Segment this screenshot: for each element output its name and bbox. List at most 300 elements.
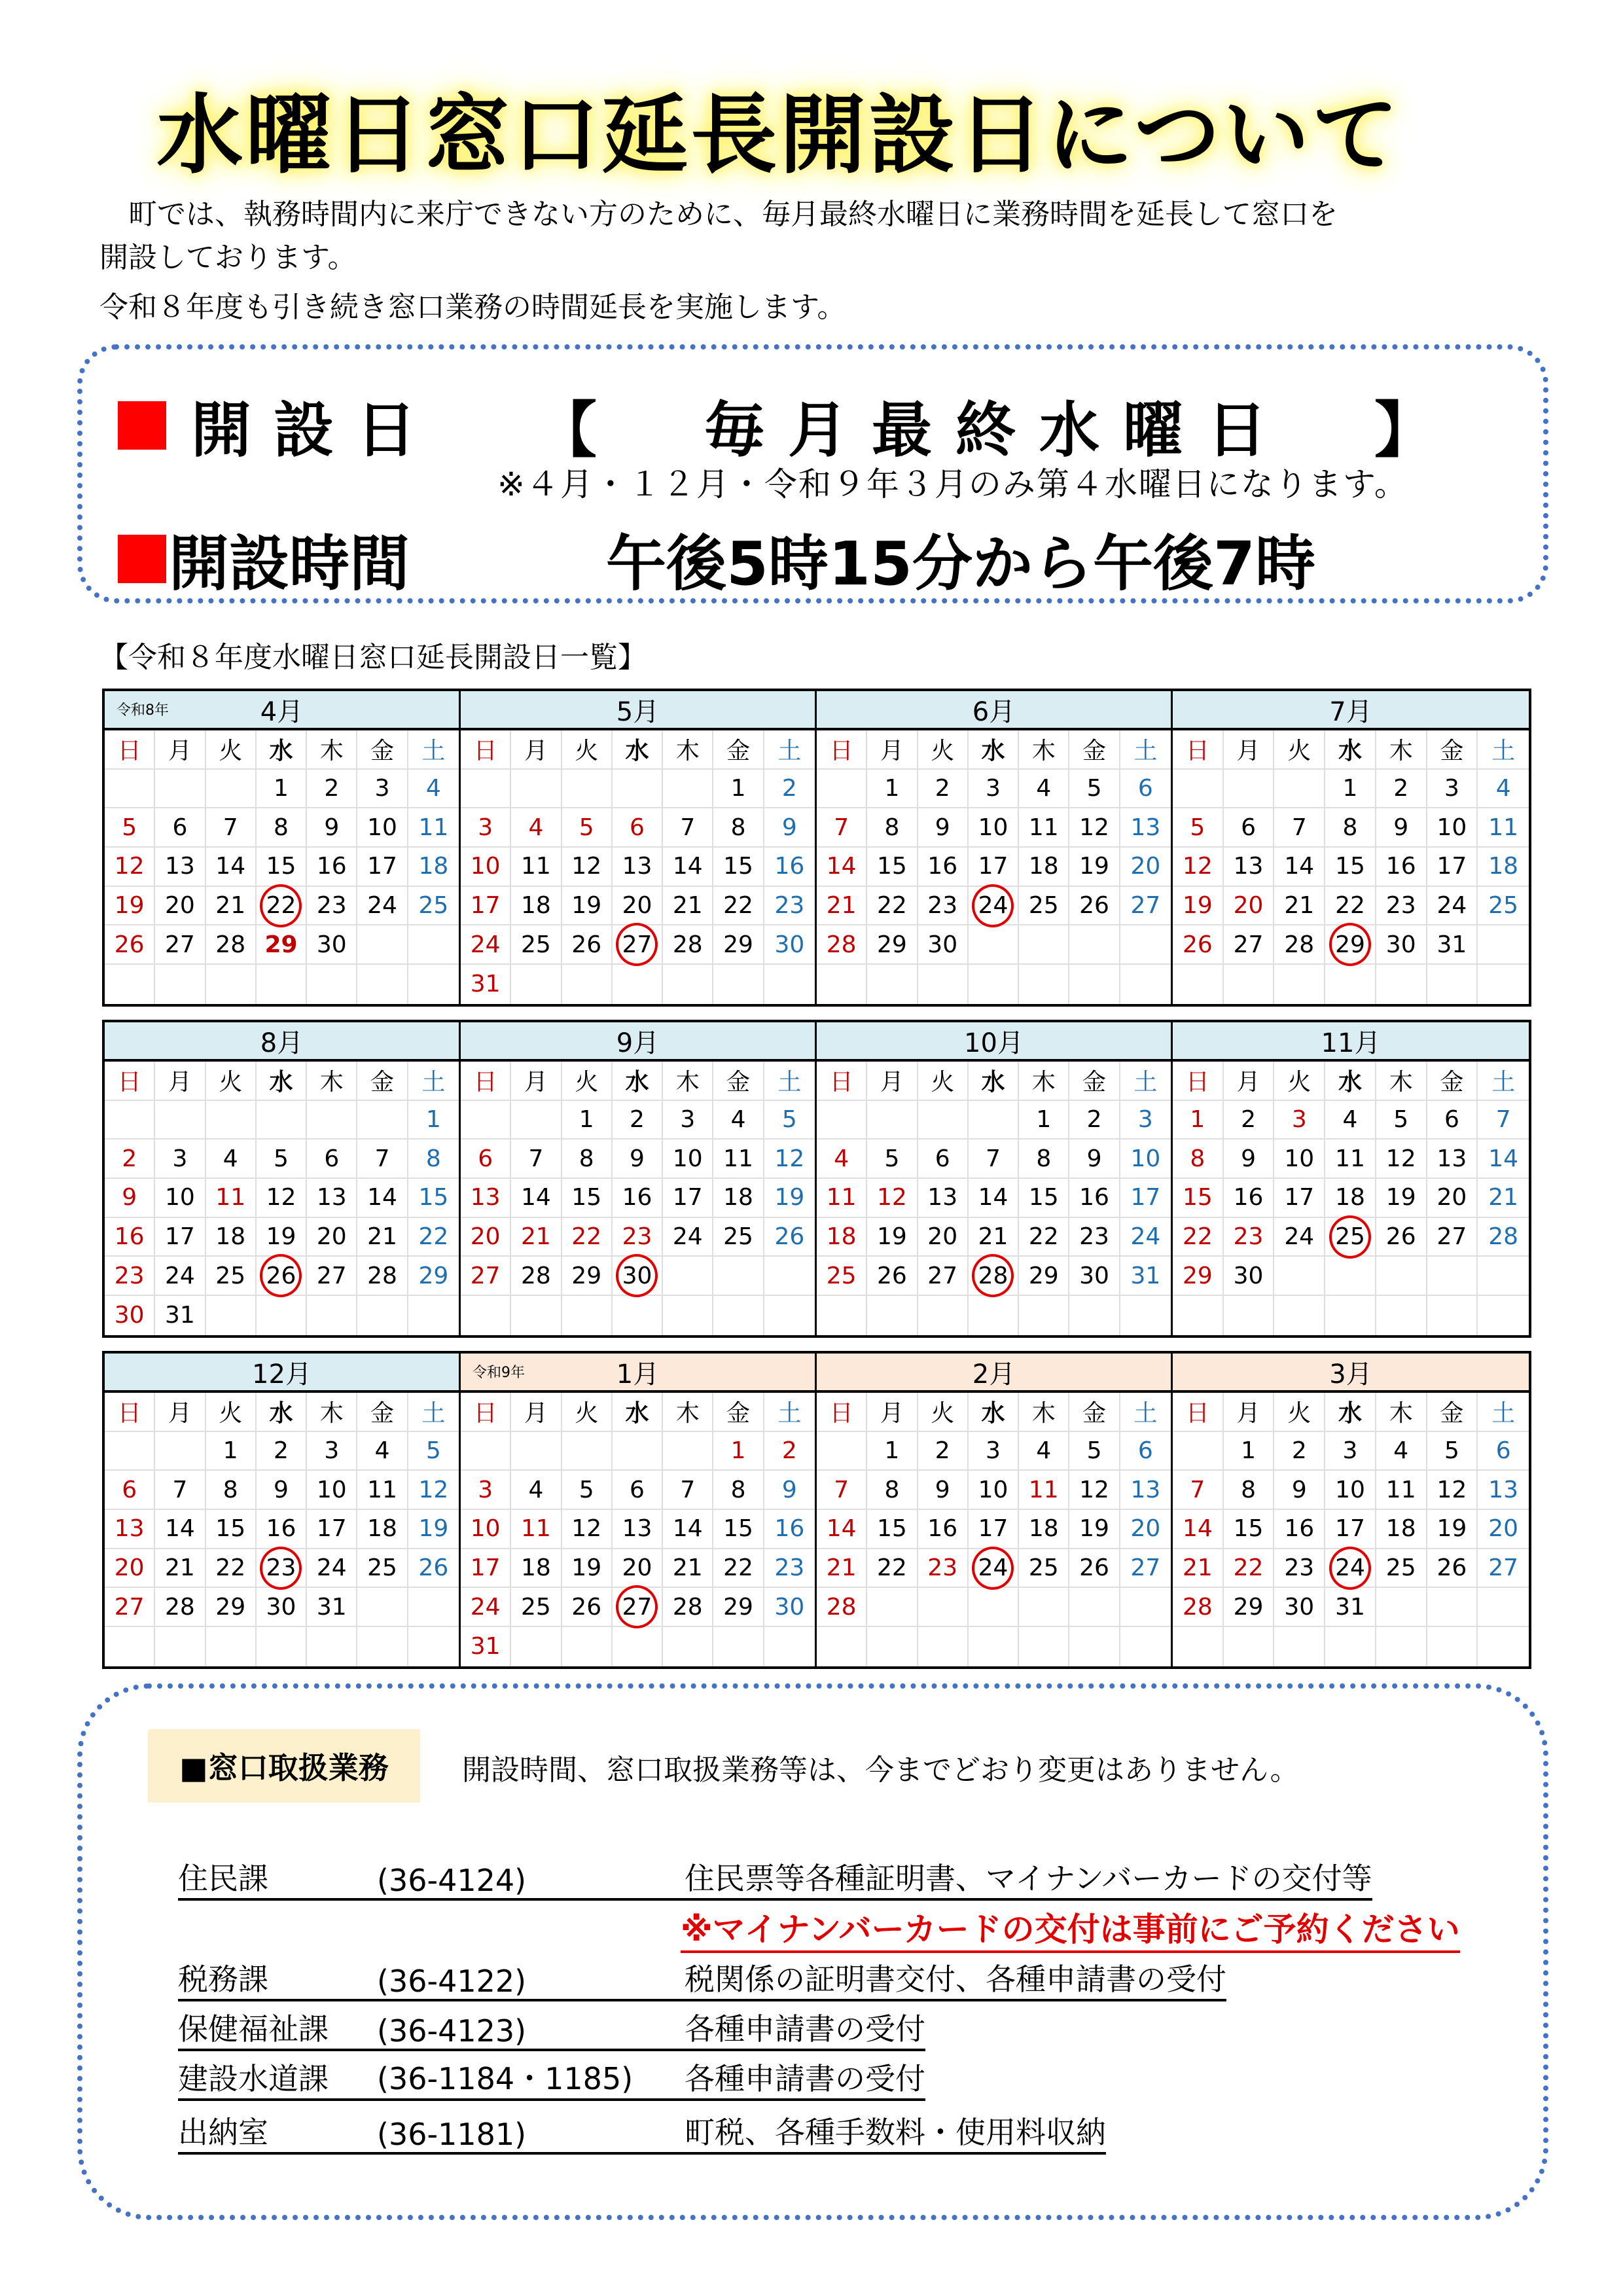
- weekday-header: 日: [461, 1062, 511, 1101]
- desk-services-badge: ■窓口取扱業務: [148, 1729, 420, 1803]
- day-cell: 2: [613, 1101, 663, 1140]
- day-cell: 18: [408, 848, 459, 887]
- weekday-header: 日: [105, 730, 155, 770]
- day-cell: 3: [357, 770, 408, 809]
- month-grid: [1173, 730, 1529, 1004]
- weekday-header: 日: [105, 1062, 155, 1101]
- empty-cell: [357, 965, 408, 1004]
- day-cell: 30: [1274, 1588, 1325, 1627]
- empty-cell: [613, 770, 663, 809]
- day-cell: 15: [1224, 1510, 1275, 1549]
- month-grid: [105, 1062, 459, 1335]
- day-cell: 17: [969, 848, 1019, 887]
- day-cell: 1: [408, 1101, 459, 1140]
- weekday-header: 火: [206, 730, 257, 770]
- department-services: 住民票等各種証明書、マイナンバーカードの交付等: [685, 1861, 1372, 1896]
- empty-cell: [1120, 925, 1171, 965]
- day-cell: 4: [1019, 1432, 1069, 1471]
- day-cell: 20: [1478, 1510, 1529, 1549]
- day-cell: 7: [817, 808, 867, 848]
- weekday-header: 木: [1019, 730, 1069, 770]
- day-cell: 22: [1019, 1218, 1069, 1257]
- day-cell: 18: [817, 1218, 867, 1257]
- day-cell: 19: [408, 1510, 459, 1549]
- day-cell: 28: [817, 925, 867, 965]
- day-cell: 19: [1069, 848, 1120, 887]
- day-cell: 17: [461, 1549, 511, 1588]
- empty-cell: [307, 1101, 357, 1140]
- department-services: 各種申請書の受付: [685, 2011, 925, 2047]
- day-cell: 21: [1173, 1549, 1224, 1588]
- empty-cell: [1376, 1588, 1427, 1627]
- empty-cell: [105, 1432, 155, 1471]
- empty-cell: [461, 1296, 511, 1335]
- month-grid: [817, 1393, 1171, 1666]
- day-cell: 23: [918, 1549, 969, 1588]
- empty-cell: [408, 1627, 459, 1666]
- day-cell: 10: [357, 808, 408, 848]
- month-grid: [1173, 1062, 1529, 1335]
- day-cell: 15: [713, 1510, 764, 1549]
- extended-open-day: 23: [257, 1549, 307, 1588]
- empty-cell: [663, 1296, 713, 1335]
- day-cell: 5: [408, 1432, 459, 1471]
- day-cell: 2: [764, 770, 815, 809]
- weekday-header: 土: [1120, 730, 1171, 770]
- day-cell: 25: [713, 1218, 764, 1257]
- weekday-header: 木: [1376, 1393, 1427, 1432]
- era-year-label: 令和9年: [473, 1365, 525, 1381]
- day-cell: 8: [1325, 808, 1376, 848]
- empty-cell: [867, 1296, 918, 1335]
- day-cell: 21: [511, 1218, 562, 1257]
- month-grid: [461, 730, 815, 1004]
- weekday-header: 水: [1325, 730, 1376, 770]
- month-calendar: [1173, 691, 1529, 1004]
- day-cell: 4: [408, 770, 459, 809]
- day-cell: 4: [817, 1139, 867, 1179]
- empty-cell: [1478, 965, 1529, 1004]
- day-cell: 30: [307, 925, 357, 965]
- day-cell: 30: [1376, 925, 1427, 965]
- day-cell: 21: [1274, 887, 1325, 926]
- extended-open-day: 26: [257, 1257, 307, 1296]
- day-cell: 14: [817, 848, 867, 887]
- weekday-header: 土: [1478, 730, 1529, 770]
- month-header: [105, 1022, 459, 1062]
- day-cell: 22: [206, 1549, 257, 1588]
- day-cell: 8: [206, 1471, 257, 1510]
- day-cell: 31: [1120, 1257, 1171, 1296]
- empty-cell: [1224, 965, 1275, 1004]
- weekday-header: 木: [1019, 1062, 1069, 1101]
- empty-cell: [918, 1588, 969, 1627]
- day-cell: 4: [713, 1101, 764, 1140]
- weekday-header: 土: [764, 1393, 815, 1432]
- extended-open-day: 27: [613, 925, 663, 965]
- weekday-header: 水: [1325, 1062, 1376, 1101]
- empty-cell: [817, 770, 867, 809]
- empty-cell: [357, 1101, 408, 1140]
- day-cell: 4: [511, 808, 562, 848]
- empty-cell: [918, 1627, 969, 1666]
- empty-cell: [461, 770, 511, 809]
- empty-cell: [1224, 770, 1275, 809]
- empty-cell: [155, 965, 205, 1004]
- day-cell: 30: [1224, 1257, 1275, 1296]
- day-cell: 20: [1224, 887, 1275, 926]
- month-header: [1173, 1022, 1529, 1062]
- month-grid: [817, 1062, 1171, 1335]
- day-cell: 5: [1376, 1101, 1427, 1140]
- day-cell: 13: [1224, 848, 1275, 887]
- empty-cell: [663, 1432, 713, 1471]
- day-cell: 15: [257, 848, 307, 887]
- day-cell: 7: [1173, 1471, 1224, 1510]
- empty-cell: [1019, 965, 1069, 1004]
- day-cell: 30: [1069, 1257, 1120, 1296]
- weekday-header: 土: [1478, 1393, 1529, 1432]
- day-cell: 31: [461, 965, 511, 1004]
- day-cell: 15: [408, 1179, 459, 1218]
- empty-cell: [562, 1296, 613, 1335]
- day-cell: 31: [307, 1588, 357, 1627]
- weekday-header: 金: [357, 1062, 408, 1101]
- empty-cell: [1274, 1627, 1325, 1666]
- day-cell: 29: [713, 925, 764, 965]
- day-cell: 15: [867, 848, 918, 887]
- empty-cell: [1173, 770, 1224, 809]
- day-cell: 23: [1069, 1218, 1120, 1257]
- day-cell: 31: [1427, 925, 1478, 965]
- weekday-header: 金: [1069, 730, 1120, 770]
- day-cell: 7: [969, 1139, 1019, 1179]
- day-cell: 25: [1478, 887, 1529, 926]
- day-cell: 12: [562, 848, 613, 887]
- day-cell: 16: [307, 848, 357, 887]
- day-cell: 1: [867, 770, 918, 809]
- empty-cell: [867, 1627, 918, 1666]
- day-cell: 15: [1019, 1179, 1069, 1218]
- empty-cell: [1173, 1296, 1224, 1335]
- day-cell: 24: [461, 925, 511, 965]
- day-cell: 15: [562, 1179, 613, 1218]
- empty-cell: [969, 1101, 1019, 1140]
- day-cell: 13: [1478, 1471, 1529, 1510]
- weekday-header: 木: [307, 1062, 357, 1101]
- weekday-header: 水: [969, 1393, 1019, 1432]
- department-row: [178, 2056, 925, 2101]
- day-cell: 24: [663, 1218, 713, 1257]
- day-cell: 28: [155, 1588, 205, 1627]
- day-cell: 28: [817, 1588, 867, 1627]
- day-cell: 27: [155, 925, 205, 965]
- day-cell: 5: [1427, 1432, 1478, 1471]
- day-cell: 22: [408, 1218, 459, 1257]
- empty-cell: [969, 1627, 1019, 1666]
- day-cell: 20: [461, 1218, 511, 1257]
- weekday-header: 火: [918, 730, 969, 770]
- empty-cell: [562, 965, 613, 1004]
- day-cell: 28: [1274, 925, 1325, 965]
- day-cell: 31: [1325, 1588, 1376, 1627]
- day-cell: 29: [206, 1588, 257, 1627]
- day-cell: 19: [257, 1218, 307, 1257]
- empty-cell: [817, 1101, 867, 1140]
- day-cell: 17: [1274, 1179, 1325, 1218]
- weekday-header: 日: [105, 1393, 155, 1432]
- empty-cell: [1173, 1432, 1224, 1471]
- day-cell: 6: [1478, 1432, 1529, 1471]
- empty-cell: [1325, 965, 1376, 1004]
- empty-cell: [969, 925, 1019, 965]
- empty-cell: [1274, 1257, 1325, 1296]
- day-cell: 19: [562, 887, 613, 926]
- day-cell: 24: [1427, 887, 1478, 926]
- day-cell: 28: [663, 1588, 713, 1627]
- day-cell: 2: [105, 1139, 155, 1179]
- day-cell: 14: [663, 848, 713, 887]
- empty-cell: [257, 1101, 307, 1140]
- weekday-header: 金: [713, 730, 764, 770]
- empty-cell: [663, 1257, 713, 1296]
- day-cell: 22: [713, 1549, 764, 1588]
- empty-cell: [257, 1296, 307, 1335]
- day-cell: 10: [969, 808, 1019, 848]
- month-label: 8月: [260, 1028, 304, 1058]
- day-cell: 27: [1224, 925, 1275, 965]
- day-cell: 9: [105, 1179, 155, 1218]
- empty-cell: [511, 1432, 562, 1471]
- day-cell: 3: [155, 1139, 205, 1179]
- day-cell: 12: [562, 1510, 613, 1549]
- empty-cell: [1019, 1627, 1069, 1666]
- weekday-header: 月: [1224, 1062, 1275, 1101]
- day-cell: 2: [1376, 770, 1427, 809]
- day-cell: 26: [1173, 925, 1224, 965]
- empty-cell: [1376, 1627, 1427, 1666]
- day-cell: 13: [155, 848, 205, 887]
- day-cell: 16: [764, 848, 815, 887]
- day-cell: 18: [1478, 848, 1529, 887]
- day-cell: 11: [408, 808, 459, 848]
- department-row: [178, 2110, 1106, 2155]
- empty-cell: [257, 965, 307, 1004]
- day-cell: 2: [307, 770, 357, 809]
- weekday-header: 土: [1120, 1393, 1171, 1432]
- empty-cell: [764, 1257, 815, 1296]
- day-cell: 19: [867, 1218, 918, 1257]
- day-cell: 2: [764, 1432, 815, 1471]
- month-calendar: [105, 691, 461, 1004]
- day-cell: 11: [1019, 1471, 1069, 1510]
- day-cell: 14: [155, 1510, 205, 1549]
- day-cell: 10: [1427, 808, 1478, 848]
- day-cell: 21: [155, 1549, 205, 1588]
- opening-day-value: 【 毎月最終水曜日 】: [537, 395, 1459, 465]
- weekday-header: 木: [307, 1393, 357, 1432]
- day-cell: 3: [1325, 1432, 1376, 1471]
- month-label: 4月: [260, 696, 304, 727]
- day-cell: 26: [867, 1257, 918, 1296]
- intro-line-2: 開設しております。: [99, 241, 357, 274]
- day-cell: 16: [1069, 1179, 1120, 1218]
- day-cell: 12: [1376, 1139, 1427, 1179]
- day-cell: 11: [1019, 808, 1069, 848]
- weekday-header: 月: [1224, 1393, 1275, 1432]
- extended-open-day: 30: [613, 1257, 663, 1296]
- day-cell: 6: [613, 808, 663, 848]
- day-cell: 14: [357, 1179, 408, 1218]
- weekday-header: 土: [408, 1062, 459, 1101]
- month-calendar: [461, 1354, 817, 1666]
- day-cell: 3: [461, 808, 511, 848]
- day-cell: 2: [257, 1432, 307, 1471]
- weekday-header: 火: [562, 1393, 613, 1432]
- opening-time-label: 開設時間: [169, 529, 410, 599]
- empty-cell: [1325, 1257, 1376, 1296]
- empty-cell: [1019, 1588, 1069, 1627]
- weekday-header: 月: [867, 1062, 918, 1101]
- intro-line-3: 令和８年度も引き続き窓口業務の時間延長を実施します。: [99, 291, 846, 324]
- day-cell: 1: [257, 770, 307, 809]
- empty-cell: [918, 1296, 969, 1335]
- day-cell: 21: [206, 887, 257, 926]
- day-cell: 18: [1325, 1179, 1376, 1218]
- empty-cell: [155, 1627, 205, 1666]
- empty-cell: [613, 1432, 663, 1471]
- day-cell: 29: [867, 925, 918, 965]
- day-cell: 1: [206, 1432, 257, 1471]
- day-cell: 9: [918, 1471, 969, 1510]
- empty-cell: [357, 925, 408, 965]
- day-cell: 11: [817, 1179, 867, 1218]
- weekday-header: 水: [969, 730, 1019, 770]
- opening-time-row: [118, 516, 1315, 602]
- weekday-header: 水: [257, 1393, 307, 1432]
- empty-cell: [969, 1296, 1019, 1335]
- day-cell: 23: [105, 1257, 155, 1296]
- day-cell: 17: [969, 1510, 1019, 1549]
- month-calendar: [1173, 1354, 1529, 1666]
- day-cell: 16: [918, 1510, 969, 1549]
- empty-cell: [817, 1296, 867, 1335]
- day-cell: 9: [764, 1471, 815, 1510]
- month-header: [105, 1354, 459, 1393]
- empty-cell: [1376, 965, 1427, 1004]
- day-cell: 24: [357, 887, 408, 926]
- day-cell: 8: [1019, 1139, 1069, 1179]
- day-cell: 9: [257, 1471, 307, 1510]
- empty-cell: [867, 1101, 918, 1140]
- day-cell: 11: [206, 1179, 257, 1218]
- weekday-header: 月: [867, 1393, 918, 1432]
- day-cell: 8: [1173, 1139, 1224, 1179]
- day-cell: 28: [206, 925, 257, 965]
- month-grid: [461, 1062, 815, 1335]
- empty-cell: [511, 1296, 562, 1335]
- department-name: 住民課: [178, 1861, 268, 1896]
- empty-cell: [1478, 1588, 1529, 1627]
- weekday-header: 火: [1274, 730, 1325, 770]
- day-cell: 24: [155, 1257, 205, 1296]
- empty-cell: [357, 1296, 408, 1335]
- day-cell: 11: [1376, 1471, 1427, 1510]
- empty-cell: [1478, 1627, 1529, 1666]
- extended-open-day: 25: [1325, 1218, 1376, 1257]
- day-cell: 29: [257, 925, 307, 965]
- empty-cell: [257, 1627, 307, 1666]
- day-cell: 16: [105, 1218, 155, 1257]
- weekday-header: 日: [1173, 1393, 1224, 1432]
- weekday-header: 金: [1069, 1393, 1120, 1432]
- empty-cell: [511, 1627, 562, 1666]
- day-cell: 27: [918, 1257, 969, 1296]
- day-cell: 28: [1478, 1218, 1529, 1257]
- empty-cell: [1325, 1296, 1376, 1335]
- weekday-header: 日: [461, 730, 511, 770]
- weekday-header: 木: [1376, 730, 1427, 770]
- extended-open-day: 27: [613, 1588, 663, 1627]
- day-cell: 23: [1376, 887, 1427, 926]
- month-label: 11月: [1321, 1028, 1381, 1058]
- day-cell: 6: [613, 1471, 663, 1510]
- weekday-header: 月: [511, 1062, 562, 1101]
- empty-cell: [918, 1101, 969, 1140]
- day-cell: 20: [1120, 848, 1171, 887]
- day-cell: 14: [511, 1179, 562, 1218]
- empty-cell: [1376, 1296, 1427, 1335]
- day-cell: 24: [461, 1588, 511, 1627]
- day-cell: 4: [1376, 1432, 1427, 1471]
- empty-cell: [1069, 965, 1120, 1004]
- weekday-header: 水: [613, 730, 663, 770]
- desk-services-note: 開設時間、窓口取扱業務等は、今までどおり変更はありません。: [462, 1753, 1299, 1787]
- weekday-header: 金: [357, 1393, 408, 1432]
- month-grid: [1173, 1393, 1529, 1666]
- month-label: 10月: [964, 1028, 1024, 1058]
- day-cell: 18: [1376, 1510, 1427, 1549]
- month-calendar: [461, 691, 817, 1004]
- day-cell: 9: [1224, 1139, 1275, 1179]
- day-cell: 8: [867, 808, 918, 848]
- empty-cell: [307, 1627, 357, 1666]
- month-header: [817, 1022, 1171, 1062]
- month-calendar: [105, 1354, 461, 1666]
- weekday-header: 木: [663, 1062, 713, 1101]
- day-cell: 17: [307, 1510, 357, 1549]
- day-cell: 10: [461, 1510, 511, 1549]
- day-cell: 27: [1120, 887, 1171, 926]
- day-cell: 9: [918, 808, 969, 848]
- day-cell: 25: [1019, 1549, 1069, 1588]
- weekday-header: 月: [511, 1393, 562, 1432]
- day-cell: 25: [1019, 887, 1069, 926]
- month-label: 9月: [616, 1028, 660, 1058]
- day-cell: 25: [1376, 1549, 1427, 1588]
- empty-cell: [1427, 1257, 1478, 1296]
- day-cell: 12: [764, 1139, 815, 1179]
- intro-line-1: 町では、執務時間内に来庁できない方のために、毎月最終水曜日に業務時間を延長して窓口を: [128, 198, 1338, 231]
- empty-cell: [1120, 965, 1171, 1004]
- day-cell: 26: [1376, 1218, 1427, 1257]
- empty-cell: [105, 770, 155, 809]
- weekday-header: 月: [155, 1062, 205, 1101]
- day-cell: 17: [461, 887, 511, 926]
- day-cell: 7: [817, 1471, 867, 1510]
- day-cell: 20: [613, 887, 663, 926]
- day-cell: 21: [817, 1549, 867, 1588]
